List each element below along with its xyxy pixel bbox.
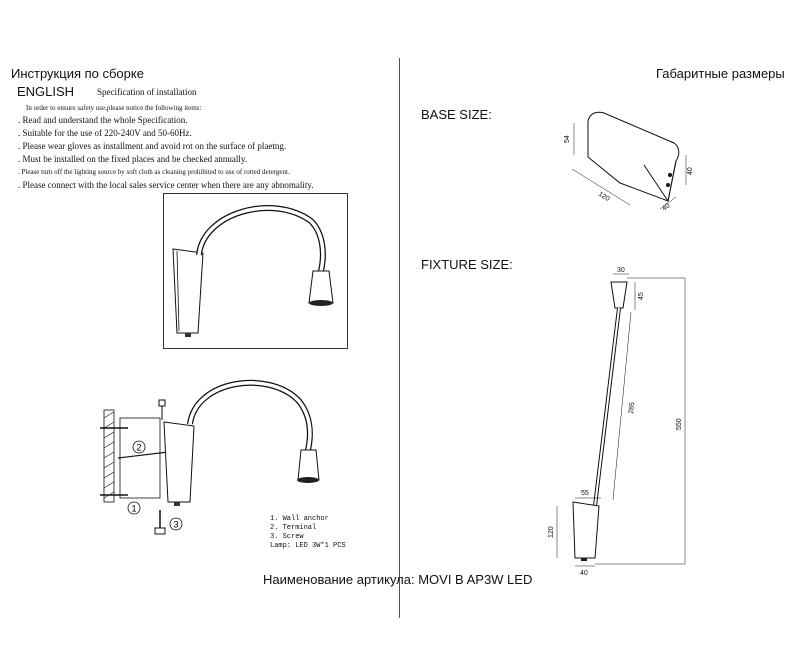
callout-wall-anchor: 1 — [131, 503, 137, 514]
dimensions-title: Габаритные размеры — [656, 66, 785, 81]
spec-item: . Suitable for the use of 220-240V and 50-60Hz. — [18, 128, 192, 138]
legend-item: 1. Wall anchor — [270, 515, 329, 523]
spec-intro: In order to ensure safety use,please notice the following items: — [26, 104, 202, 112]
dim-base-end: 40 — [687, 167, 694, 175]
spec-heading: Specification of installation — [97, 87, 197, 97]
spec-item: . Read and understand the whole Specification. — [18, 115, 188, 125]
fixture-size-drawing — [535, 262, 705, 582]
article-name: Наименование артикула: MOVI B AP3W LED — [263, 572, 533, 587]
lamp-illustration — [163, 193, 347, 349]
instructions-title: Инструкция по сборке — [11, 66, 144, 81]
callout-terminal: 2 — [136, 442, 142, 453]
legend-item: 2. Terminal — [270, 524, 317, 532]
dim-head-width: 30 — [617, 267, 625, 274]
spec-item: . Please turn off the lighting source by soft cloth as cleaning prohibited to use of rotted detergent. — [18, 168, 290, 176]
dim-total-height: 550 — [676, 418, 683, 430]
dim-head-length: 45 — [638, 292, 645, 300]
dim-arm-length: 285 — [628, 401, 637, 415]
legend-item: 3. Screw — [270, 533, 304, 541]
language-label: ENGLISH — [17, 84, 75, 99]
page-divider — [399, 58, 400, 618]
base-size-drawing — [560, 105, 700, 215]
legend-item: Lamp: LED 3W*1 PCS — [270, 542, 346, 550]
spec-item: . Must be installed on the fixed places and be checked annually. — [18, 154, 248, 164]
base-size-label: BASE SIZE: — [421, 107, 492, 122]
dim-base-depth: 40 — [661, 202, 672, 213]
dim-base-height: 54 — [564, 135, 571, 143]
dim-neck: 55 — [581, 490, 589, 497]
dim-base-height: 120 — [548, 526, 555, 538]
spec-item: . Please wear gloves as installment and avoid rot on the surface of plaetng. — [18, 141, 287, 151]
fixture-size-label: FIXTURE SIZE: — [421, 257, 513, 272]
spec-item: . Please connect with the local sales service center when there are any abnomality. — [18, 180, 314, 190]
dim-base-width: 40 — [580, 570, 588, 577]
callout-screw: 3 — [173, 519, 179, 530]
dim-base-length: 120 — [596, 190, 611, 203]
